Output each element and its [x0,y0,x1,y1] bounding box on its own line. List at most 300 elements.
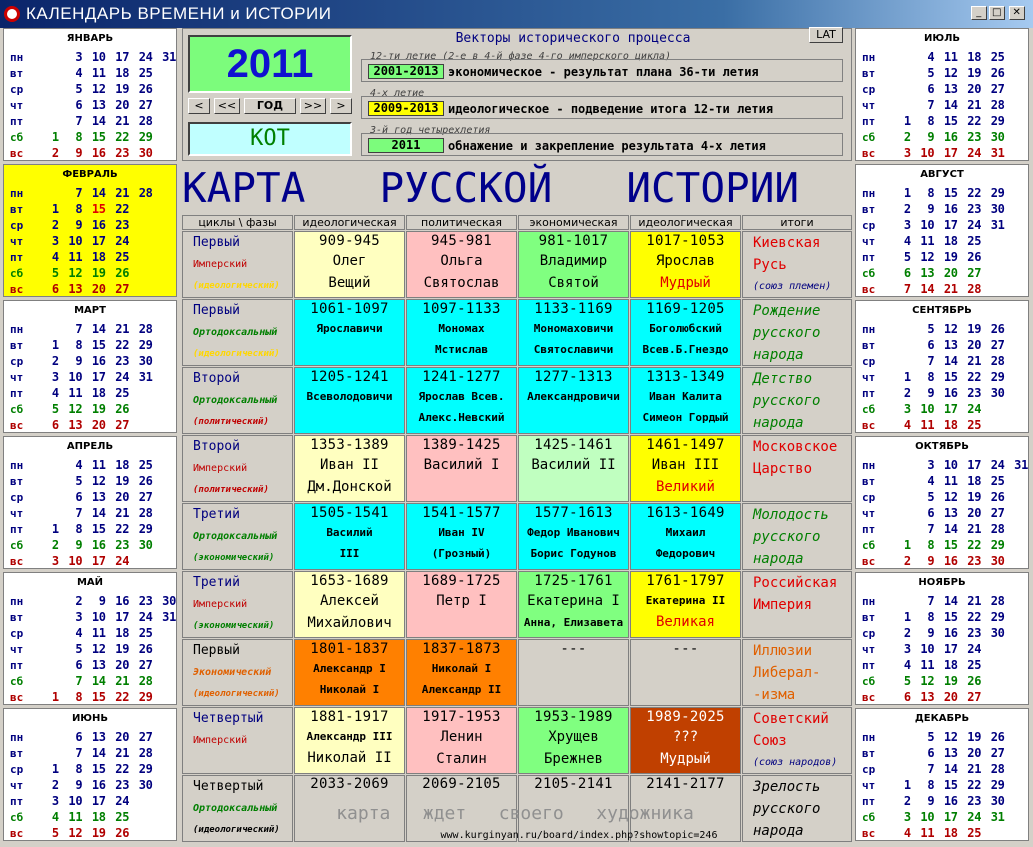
day-cell[interactable]: 14 [91,674,106,688]
day-cell[interactable]: 7 [927,522,935,536]
day-cell[interactable]: 2 [51,218,59,232]
day-cell[interactable]: 18 [115,626,130,640]
day-cell[interactable]: 27 [138,658,153,672]
day-cell[interactable]: 4 [903,418,911,432]
day-cell[interactable]: 12 [91,474,106,488]
day-cell[interactable]: 11 [920,418,935,432]
day-cell[interactable]: 23 [115,146,130,160]
day-cell[interactable]: 29 [138,762,153,776]
day-cell[interactable]: 4 [51,386,59,400]
day-cell[interactable]: 5 [75,642,83,656]
day-cell[interactable]: 6 [75,730,83,744]
reign-cell[interactable] [630,367,741,434]
reign-cell[interactable] [406,639,517,706]
day-cell[interactable]: 10 [68,370,83,384]
day-cell[interactable]: 26 [967,250,982,264]
day-cell[interactable]: 23 [967,794,982,808]
day-cell[interactable]: 8 [75,762,83,776]
day-cell[interactable]: 27 [990,338,1005,352]
day-cell[interactable]: 6 [927,506,935,520]
day-cell[interactable]: 21 [115,322,130,336]
day-cell[interactable]: 1 [903,370,911,384]
day-cell[interactable]: 29 [138,338,153,352]
day-cell[interactable]: 10 [91,610,106,624]
day-cell[interactable]: 16 [91,146,106,160]
day-cell[interactable]: 9 [927,794,935,808]
day-cell[interactable]: 10 [920,146,935,160]
reign-cell[interactable] [406,231,517,298]
day-cell[interactable]: 22 [115,522,130,536]
day-cell[interactable]: 19 [967,66,982,80]
day-cell[interactable]: 1 [51,202,59,216]
day-cell[interactable]: 4 [903,826,911,840]
day-cell[interactable]: 18 [91,250,106,264]
day-cell[interactable]: 10 [920,402,935,416]
day-cell[interactable]: 14 [91,746,106,760]
day-cell[interactable]: 19 [943,674,958,688]
day-cell[interactable]: 5 [903,674,911,688]
day-cell[interactable]: 21 [115,114,130,128]
day-cell[interactable]: 3 [903,402,911,416]
reign-cell[interactable] [630,231,741,298]
day-cell[interactable]: 15 [91,690,106,704]
day-cell[interactable]: 10 [91,50,106,64]
day-cell[interactable]: 2 [903,202,911,216]
day-cell[interactable]: 16 [943,386,958,400]
day-cell[interactable]: 17 [943,146,958,160]
day-cell[interactable]: 13 [91,98,106,112]
day-cell[interactable]: 28 [990,594,1005,608]
day-cell[interactable]: 17 [91,794,106,808]
day-cell[interactable]: 14 [943,522,958,536]
day-cell[interactable]: 24 [115,370,130,384]
day-cell[interactable]: 2 [51,538,59,552]
day-cell[interactable]: 24 [138,50,153,64]
day-cell[interactable]: 4 [75,66,83,80]
day-cell[interactable]: 29 [990,778,1005,792]
day-cell[interactable]: 8 [927,778,935,792]
day-cell[interactable]: 8 [75,690,83,704]
day-cell[interactable]: 31 [990,810,1005,824]
day-cell[interactable]: 15 [943,538,958,552]
day-cell[interactable]: 17 [115,50,130,64]
reign-cell[interactable] [406,367,517,434]
reign-cell[interactable] [518,299,629,366]
day-cell[interactable]: 27 [138,730,153,744]
day-cell[interactable]: 13 [91,730,106,744]
day-cell[interactable]: 15 [91,130,106,144]
reign-cell[interactable] [630,707,741,774]
day-cell[interactable]: 18 [115,458,130,472]
day-cell[interactable]: 25 [115,386,130,400]
day-cell[interactable]: 11 [920,234,935,248]
day-cell[interactable]: 20 [967,746,982,760]
day-cell[interactable]: 15 [91,202,106,216]
day-cell[interactable]: 30 [990,626,1005,640]
day-cell[interactable]: 18 [91,810,106,824]
day-cell[interactable]: 16 [91,778,106,792]
day-cell[interactable]: 20 [967,506,982,520]
next-decade-button[interactable]: >> [300,98,326,114]
day-cell[interactable]: 14 [91,114,106,128]
day-cell[interactable]: 7 [927,98,935,112]
day-cell[interactable]: 31 [162,610,177,624]
day-cell[interactable]: 10 [68,234,83,248]
day-cell[interactable]: 8 [75,202,83,216]
day-cell[interactable]: 30 [162,594,177,608]
day-cell[interactable]: 3 [75,50,83,64]
day-cell[interactable]: 10 [943,458,958,472]
day-cell[interactable]: 6 [903,690,911,704]
day-cell[interactable]: 5 [927,66,935,80]
day-cell[interactable]: 28 [990,354,1005,368]
day-cell[interactable]: 3 [927,458,935,472]
day-cell[interactable]: 2 [903,386,911,400]
day-cell[interactable]: 29 [990,610,1005,624]
day-cell[interactable]: 25 [115,250,130,264]
day-cell[interactable]: 5 [927,490,935,504]
day-cell[interactable]: 24 [967,218,982,232]
day-cell[interactable]: 13 [920,266,935,280]
day-cell[interactable]: 6 [927,82,935,96]
day-cell[interactable]: 17 [943,218,958,232]
day-cell[interactable]: 28 [990,762,1005,776]
day-cell[interactable]: 14 [943,762,958,776]
day-cell[interactable]: 8 [75,130,83,144]
day-cell[interactable]: 14 [91,322,106,336]
day-cell[interactable]: 24 [115,794,130,808]
day-cell[interactable]: 10 [68,794,83,808]
day-cell[interactable]: 12 [91,642,106,656]
day-cell[interactable]: 7 [75,114,83,128]
day-cell[interactable]: 16 [943,554,958,568]
day-cell[interactable]: 15 [943,186,958,200]
close-button[interactable]: ✕ [1009,6,1025,20]
day-cell[interactable]: 8 [927,186,935,200]
reign-cell[interactable] [518,707,629,774]
day-cell[interactable]: 11 [91,626,106,640]
day-cell[interactable]: 12 [68,402,83,416]
day-cell[interactable]: 25 [967,658,982,672]
day-cell[interactable]: 16 [943,130,958,144]
day-cell[interactable]: 6 [75,658,83,672]
day-cell[interactable]: 25 [138,458,153,472]
day-cell[interactable]: 12 [943,730,958,744]
day-cell[interactable]: 27 [990,746,1005,760]
day-cell[interactable]: 14 [943,354,958,368]
day-cell[interactable]: 27 [138,490,153,504]
day-cell[interactable]: 3 [75,610,83,624]
day-cell[interactable]: 21 [115,506,130,520]
day-cell[interactable]: 3 [903,810,911,824]
day-cell[interactable]: 26 [138,642,153,656]
day-cell[interactable]: 7 [75,674,83,688]
day-cell[interactable]: 12 [68,826,83,840]
day-cell[interactable]: 27 [990,506,1005,520]
day-cell[interactable]: 21 [115,186,130,200]
day-cell[interactable]: 28 [138,506,153,520]
day-cell[interactable]: 4 [927,50,935,64]
day-cell[interactable]: 2 [51,146,59,160]
day-cell[interactable]: 20 [91,282,106,296]
day-cell[interactable]: 15 [943,114,958,128]
day-cell[interactable]: 2 [51,778,59,792]
day-cell[interactable]: 8 [927,610,935,624]
day-cell[interactable]: 25 [138,626,153,640]
lat-button[interactable]: LAT [809,27,843,43]
reign-cell[interactable] [518,231,629,298]
day-cell[interactable]: 29 [138,522,153,536]
day-cell[interactable]: 19 [943,250,958,264]
day-cell[interactable]: 22 [967,610,982,624]
day-cell[interactable]: 17 [91,234,106,248]
reign-cell[interactable] [630,299,741,366]
day-cell[interactable]: 7 [927,354,935,368]
day-cell[interactable]: 5 [75,82,83,96]
day-cell[interactable]: 15 [943,778,958,792]
day-cell[interactable]: 19 [967,730,982,744]
day-cell[interactable]: 28 [138,674,153,688]
day-cell[interactable]: 21 [967,98,982,112]
day-cell[interactable]: 17 [115,610,130,624]
day-cell[interactable]: 6 [75,490,83,504]
day-cell[interactable]: 17 [91,554,106,568]
day-cell[interactable]: 9 [927,202,935,216]
day-cell[interactable]: 21 [967,522,982,536]
day-cell[interactable]: 14 [91,506,106,520]
day-cell[interactable]: 19 [115,474,130,488]
day-cell[interactable]: 26 [990,66,1005,80]
day-cell[interactable]: 17 [967,458,982,472]
day-cell[interactable]: 24 [115,234,130,248]
day-cell[interactable]: 25 [115,810,130,824]
day-cell[interactable]: 12 [920,674,935,688]
reign-cell[interactable] [406,503,517,570]
day-cell[interactable]: 13 [943,82,958,96]
day-cell[interactable]: 3 [51,234,59,248]
day-cell[interactable]: 8 [927,538,935,552]
day-cell[interactable]: 28 [138,114,153,128]
day-cell[interactable]: 10 [920,810,935,824]
reign-cell[interactable] [518,503,629,570]
day-cell[interactable]: 29 [138,690,153,704]
day-cell[interactable]: 30 [990,554,1005,568]
day-cell[interactable]: 26 [990,730,1005,744]
day-cell[interactable]: 15 [91,338,106,352]
day-cell[interactable]: 16 [943,202,958,216]
day-cell[interactable]: 3 [903,642,911,656]
day-cell[interactable]: 17 [943,642,958,656]
day-cell[interactable]: 9 [927,554,935,568]
day-cell[interactable]: 19 [967,322,982,336]
day-cell[interactable]: 7 [75,506,83,520]
day-cell[interactable]: 22 [115,130,130,144]
day-cell[interactable]: 28 [138,746,153,760]
day-cell[interactable]: 25 [990,50,1005,64]
day-cell[interactable]: 29 [990,186,1005,200]
day-cell[interactable]: 5 [51,266,59,280]
day-cell[interactable]: 18 [943,658,958,672]
day-cell[interactable]: 3 [903,218,911,232]
day-cell[interactable]: 14 [920,282,935,296]
day-cell[interactable]: 19 [115,82,130,96]
day-cell[interactable]: 12 [943,490,958,504]
day-cell[interactable]: 30 [138,354,153,368]
day-cell[interactable]: 13 [943,338,958,352]
day-cell[interactable]: 20 [967,338,982,352]
day-cell[interactable]: 24 [967,642,982,656]
day-cell[interactable]: 7 [75,746,83,760]
day-cell[interactable]: 18 [967,474,982,488]
reign-cell[interactable] [518,435,629,502]
day-cell[interactable]: 12 [91,82,106,96]
day-cell[interactable]: 30 [990,794,1005,808]
day-cell[interactable]: 12 [943,322,958,336]
day-cell[interactable]: 31 [138,370,153,384]
day-cell[interactable]: 25 [138,66,153,80]
day-cell[interactable]: 31 [990,218,1005,232]
day-cell[interactable]: 1 [903,114,911,128]
day-cell[interactable]: 13 [943,746,958,760]
day-cell[interactable]: 16 [115,594,130,608]
day-cell[interactable]: 23 [967,386,982,400]
day-cell[interactable]: 2 [75,594,83,608]
day-cell[interactable]: 19 [91,402,106,416]
minimize-button[interactable]: _ [971,6,987,20]
day-cell[interactable]: 9 [75,778,83,792]
day-cell[interactable]: 26 [990,490,1005,504]
day-cell[interactable]: 23 [967,554,982,568]
day-cell[interactable]: 2 [903,794,911,808]
day-cell[interactable]: 2 [903,626,911,640]
day-cell[interactable]: 5 [51,826,59,840]
day-cell[interactable]: 4 [903,234,911,248]
day-cell[interactable]: 10 [68,554,83,568]
reign-cell[interactable] [294,231,405,298]
day-cell[interactable]: 9 [927,626,935,640]
day-cell[interactable]: 18 [967,50,982,64]
day-cell[interactable]: 14 [91,186,106,200]
day-cell[interactable]: 23 [967,202,982,216]
day-cell[interactable]: 22 [967,186,982,200]
day-cell[interactable]: 23 [115,778,130,792]
day-cell[interactable]: 13 [920,690,935,704]
day-cell[interactable]: 24 [115,554,130,568]
day-cell[interactable]: 9 [75,354,83,368]
reign-cell[interactable] [630,503,741,570]
day-cell[interactable]: 5 [927,730,935,744]
day-cell[interactable]: 8 [75,522,83,536]
reign-cell[interactable] [294,367,405,434]
day-cell[interactable]: 11 [68,810,83,824]
day-cell[interactable]: 29 [990,538,1005,552]
day-cell[interactable]: 1 [51,762,59,776]
day-cell[interactable]: 22 [967,370,982,384]
day-cell[interactable]: 7 [75,322,83,336]
day-cell[interactable]: 17 [91,370,106,384]
reign-cell[interactable] [406,707,517,774]
reign-cell[interactable] [630,571,741,638]
day-cell[interactable]: 2 [51,354,59,368]
day-cell[interactable]: 3 [51,794,59,808]
day-cell[interactable]: 6 [75,98,83,112]
day-cell[interactable]: 9 [75,218,83,232]
day-cell[interactable]: 21 [115,674,130,688]
reign-cell[interactable] [518,571,629,638]
day-cell[interactable]: 6 [51,282,59,296]
day-cell[interactable]: 30 [990,386,1005,400]
day-cell[interactable]: 16 [943,626,958,640]
day-cell[interactable]: 11 [920,658,935,672]
day-cell[interactable]: 25 [967,234,982,248]
day-cell[interactable]: 11 [91,66,106,80]
day-cell[interactable]: 1 [903,610,911,624]
day-cell[interactable]: 20 [943,690,958,704]
year-label-button[interactable]: ГОД [244,98,296,114]
day-cell[interactable]: 1 [51,130,59,144]
day-cell[interactable]: 30 [138,778,153,792]
day-cell[interactable]: 20 [967,82,982,96]
day-cell[interactable]: 23 [967,626,982,640]
day-cell[interactable]: 22 [115,690,130,704]
day-cell[interactable]: 25 [967,826,982,840]
day-cell[interactable]: 15 [943,370,958,384]
day-cell[interactable]: 20 [115,658,130,672]
day-cell[interactable]: 28 [967,282,982,296]
day-cell[interactable]: 14 [943,98,958,112]
day-cell[interactable]: 28 [990,522,1005,536]
day-cell[interactable]: 1 [903,538,911,552]
day-cell[interactable]: 5 [75,474,83,488]
day-cell[interactable]: 24 [990,458,1005,472]
day-cell[interactable]: 2 [903,130,911,144]
reign-cell[interactable] [518,367,629,434]
day-cell[interactable]: 6 [51,418,59,432]
day-cell[interactable]: 4 [927,474,935,488]
day-cell[interactable]: 27 [967,266,982,280]
prev-year-button[interactable]: < [188,98,210,114]
day-cell[interactable]: 16 [91,354,106,368]
day-cell[interactable]: 1 [903,186,911,200]
reign-cell[interactable] [406,299,517,366]
day-cell[interactable]: 30 [990,130,1005,144]
day-cell[interactable]: 3 [51,554,59,568]
day-cell[interactable]: 23 [115,354,130,368]
day-cell[interactable]: 4 [75,458,83,472]
day-cell[interactable]: 18 [115,66,130,80]
day-cell[interactable]: 5 [903,250,911,264]
day-cell[interactable]: 26 [967,674,982,688]
day-cell[interactable]: 19 [115,642,130,656]
day-cell[interactable]: 18 [91,386,106,400]
day-cell[interactable]: 8 [927,114,935,128]
day-cell[interactable]: 23 [115,538,130,552]
day-cell[interactable]: 27 [990,82,1005,96]
day-cell[interactable]: 18 [943,826,958,840]
day-cell[interactable]: 16 [91,218,106,232]
day-cell[interactable]: 17 [943,810,958,824]
day-cell[interactable]: 26 [115,826,130,840]
day-cell[interactable]: 28 [138,322,153,336]
maximize-button[interactable]: □ [989,6,1005,20]
day-cell[interactable]: 13 [943,506,958,520]
day-cell[interactable]: 7 [927,762,935,776]
day-cell[interactable]: 7 [927,594,935,608]
day-cell[interactable]: 16 [91,538,106,552]
day-cell[interactable]: 7 [75,186,83,200]
day-cell[interactable]: 15 [91,522,106,536]
day-cell[interactable]: 20 [115,730,130,744]
